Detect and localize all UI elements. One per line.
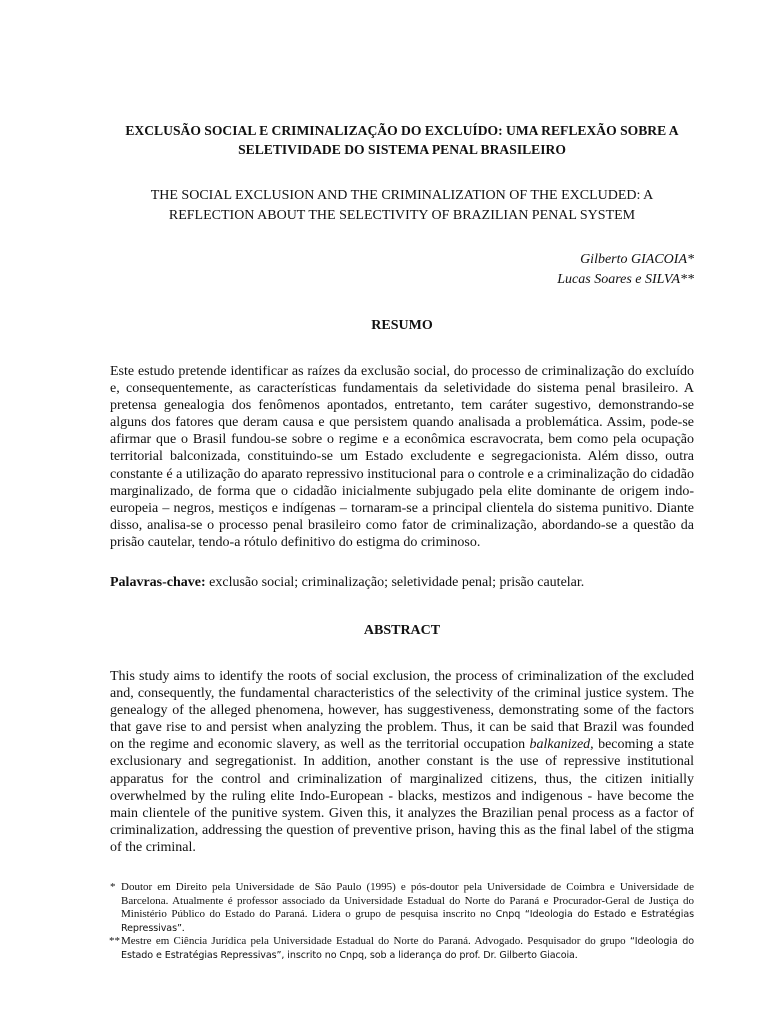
keywords-label: Palavras-chave: — [110, 575, 206, 590]
abstract-italic-term: balkanized — [529, 737, 591, 753]
resumo-text: Este estudo pretende identificar as raízes da exclusão social, do processo de criminalização do excluído e, consequentemente, as características fundamentais da seletividade do sistema penal brasileiro. A pretensa genealogia dos fenômenos apontados, entretanto, tem caráter sugestivo, demonstrando-se alguns dos fatores que deram causa e que persistem quando analisada a problemática. Assim, pode-se afirmar que o Brasil fundou-se sobre o regime e a econômica escravocrata, bem como pela ocupação territorial balconizada, constituindo-se um Estado excludente e segregacionista. Além disso, outra constante é a utilização do aparato repressivo institucional para o controle e a criminalização do cidadão marginalizado, de forma que o cidadão inicialmente subjugado pela elite dominante de origem indo-europeia – negros, mestiços e indígenas – tornaram-se a principal clientela do sistema punitivo. Diante disso, analisa-se o processo penal brasileiro como fator de criminalização, abordando-se a questão da prisão cautelar, tendo-a rótulo definitivo do estigma do criminoso. — [110, 364, 694, 550]
footnote-text: . — [574, 948, 578, 961]
author-name: Lucas Soares e SILVA** — [557, 272, 694, 287]
abstract-text-part: This study aims to identify the roots of social exclusion, the process of criminalization of the excluded and, consequently, the fundamental characteristics of the selectivity of the criminal justice system. The genealogy of the alleged phenomena, however, has suggestiveness, demonstrating some of the factors that gave rise to and persist when analyzing the problem. Thus, it can be said that Brazil was founded on the regime and economic slavery, as well as the territorial occupation — [110, 669, 694, 753]
abstract-text — [110, 668, 694, 856]
footnote-text: Mestre em Ciência Jurídica pela Universidade Estadual do Norte do Paraná. Advogado. Pesquisador do grupo — [121, 935, 630, 948]
footnote-group-name: “Ideologia do Estado e Estratégias Repressivas”, inscrito no Cnpq, sob a liderança do prof. Dr. Gilberto Giacoia — [121, 936, 695, 961]
title-portuguese: EXCLUSÃO SOCIAL E CRIMINALIZAÇÃO DO EXCLUÍDO: UMA REFLEXÃO SOBRE A SELETIVIDADE DO SISTEMA PENAL BRASILEIRO — [125, 123, 679, 157]
title-english: THE SOCIAL EXCLUSION AND THE CRIMINALIZATION OF THE EXCLUDED: A REFLECTION ABOUT THE SELECTIVITY OF BRAZILIAN PENAL SYSTEM — [150, 188, 654, 223]
author-name: Gilberto GIACOIA* — [580, 252, 694, 267]
footnote — [110, 935, 694, 962]
keywords — [110, 574, 694, 592]
abstract-heading: ABSTRACT — [363, 623, 441, 638]
footnote-mark: ** — [109, 935, 120, 948]
footnote-text: Doutor em Direito pela Universidade de São Paulo (1995) e pós-doutor pela Universidade de Coimbra e Universidade de Barcelona. Atualmente é professor associado da Universidade Estadual do Norte do Paraná e Procurador-Geral de Justiça do Ministério Público do Estado do Paraná. Lidera o grupo de pesquisa inscrito no — [121, 881, 694, 921]
footnote — [110, 881, 694, 935]
footnote-group-name: Cnpq “Ideologia do Estado e Estratégias Repressivas” — [121, 909, 694, 934]
author-list — [557, 250, 694, 290]
resumo-heading: RESUMO — [371, 318, 433, 333]
abstract-text-part: , becoming a state exclusionary and segregationist. In addition, another constant is the use of repressive institutional apparatus for the control and criminalization of marginalized citizens, thus, the citizen initially overwhelmed by the ruling elite Indo-European - blacks, mestizos and indigenous - have become the main clientele of the punitive system. Given this, it analyzes the Brazilian penal process as a factor of criminalization, addressing the question of preventive prison, having this as the final label of the stigma of the criminal. — [110, 737, 694, 855]
footnotes — [110, 881, 694, 963]
keywords-list: exclusão social; criminalização; seletividade penal; prisão cautelar. — [205, 575, 585, 590]
footnote-text: . — [181, 921, 185, 934]
footnote-mark: * — [110, 881, 116, 893]
